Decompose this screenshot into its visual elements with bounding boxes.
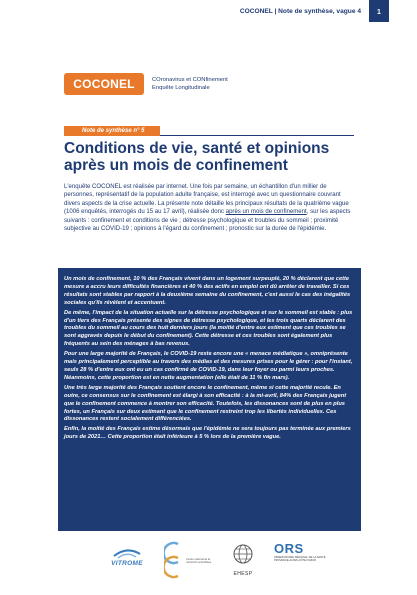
note-tag-line [64,126,354,136]
summary-paragraph: Pour une large majorité de Français, le COVID-19 reste encore une « menace médiatique », omniprésente mais principalement perceptible au travers des médias et des mesures prises pour le gérer : pour l'instant, seuls 28 % d'entre eux ont eu un cas confirmé de COVID-19, dans leur foyer ou parmi leurs proches. Néanmoins, cette proportion est en nette augmentation (elle était de 11 % fin mars). [64,351,353,381]
partner-logos [98,540,398,582]
logo-subtitle-line1: COronavirus et CONfinement [152,77,228,83]
summary-box [58,268,361,531]
intro-paragraph [64,183,356,233]
tag-divider [160,135,354,136]
logo-subtitle-line2: Enquête Longitudinale [152,85,210,91]
intro-underlined-text: après un mois de confinement [225,209,307,216]
summary-paragraph: Une très large majorité des Français soutient encore le confinement, même si cette majorité recule. En outre, ce consensus sur le confinement est élargi à son efficacité : à la mi-avril, 84% des Français jugent que le confinement commence à montrer son efficacité. Toutefois, les dissonances sont de plus en plus fortes, un Français sur deux estimant que le confinement restreint trop les libertés individuelles. Ces dissonances restent socialement différenciées. [64,384,347,423]
ors-logo [274,542,330,562]
ehesp-label: EHESP [233,571,253,577]
coconel-badge: COCONEL [64,73,144,95]
page-title: Conditions de vie, santé et opinions après un mois de confinement [64,140,330,174]
intro-text-end: , sur les aspects suivants : confinement et conditions de vie ; détresse psychologique et troubles du sommeil ; proximité subjective au COVID-19 ; opinions à l'égard du confinement ; pronostic sur la durée de l'épidémie. [64,209,351,233]
summary-paragraph: Enfin, la moitié des Français estime désormais que l'épidémie ne sera toujours pas terminée aux premiers jours de 2021… Cette proportion était inférieure à 5 % lors de la première vague. [64,426,351,441]
page-number: 1 [369,0,389,22]
summary-paragraph: Un mois de confinement, 10 % des Français vivent dans un logement surpeuplé, 20 % déclarent que cette mesure a accru leurs difficultés financières et 40 % des actifs en emploi ont dû arrêter de travailler. Si ces résultats sont stables par rapport à la deuxième semaine du confinement, c'est aussi le cas des inégalités sociales qu'ils révèlent et accentuent. [64,276,351,306]
vitrome-mark-icon [112,546,142,560]
header-note: COCONEL | Note de synthèse, vague 4 [239,8,361,15]
cnrs-caption: Centre national de la recherche scientifique [186,558,212,565]
summary-paragraph: De même, l'impact de la situation actuelle sur la détresse psychologique et sur le sommeil est stable : plus d'un tiers des Français présente des signes de détresse psychologique, et les trois quarts déclarent des troubles du sommeil au cours des huit derniers jours (la moitié d'entre eux estiment que ces troubles se sont aggravés depuis le début du confinement). Cette détresse et ces troubles sont également plus fréquents au sein des ménages à bas revenus. [64,309,353,348]
vitrome-logo [104,546,150,567]
note-tag: Note de synthèse n° 5 [64,126,160,136]
logo-subtitle [152,76,228,92]
cnrs-mark-icon [164,540,186,580]
intro-text-start: L'enquête COCONEL est réalisée par internet. Une fois par semaine, un échantillon d'un millier de personnes, représentatif de la population adulte française, est interrogé avec un questionnaire couvrant divers aspects de la crise actuelle. La présente note détaille les principaux résultats de la quatrième vague (1006 enquêtés, interrogés du 15 au 17 avril), réalisée donc [64,184,349,216]
cnrs-logo [164,540,212,580]
ors-wordmark: ORS [274,541,304,556]
coconel-logo [64,73,228,95]
ors-caption: OBSERVATOIRE RÉGIONAL DE LA SANTÉ PROVENCE-ALPES-CÔTE D'AZUR [274,556,326,563]
ehesp-globe-icon [232,543,254,565]
vitrome-wordmark: VITROME [111,560,143,567]
ehesp-logo [228,543,258,577]
